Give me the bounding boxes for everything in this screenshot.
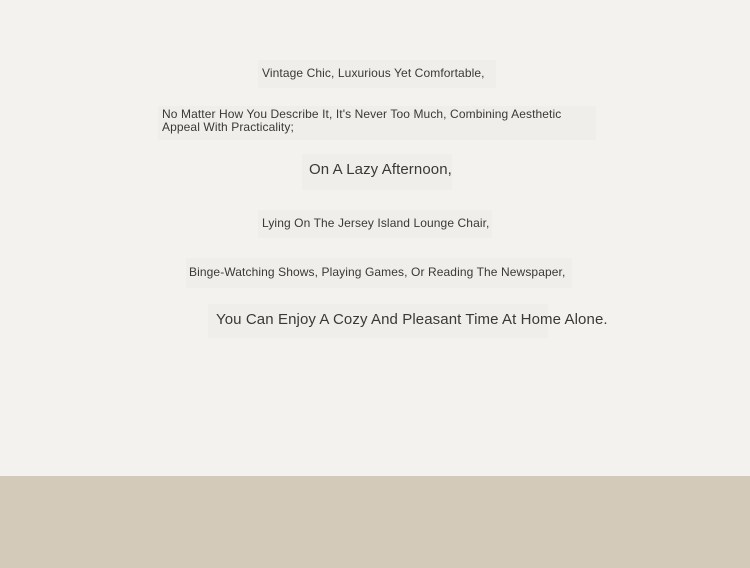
story-line-2: No Matter How You Describe It, It's Never Too Much, Combining Aesthetic Appeal With Practicality; — [158, 106, 596, 140]
story-line-4: Lying On The Jersey Island Lounge Chair, — [258, 210, 492, 238]
footer-band — [0, 476, 750, 568]
story-line-1: Vintage Chic, Luxurious Yet Comfortable, — [258, 60, 496, 88]
story-line-5: Binge-Watching Shows, Playing Games, Or Reading The Newspaper, — [186, 258, 572, 288]
story-line-6-wrapper — [208, 304, 608, 338]
story-line-3: On A Lazy Afternoon, — [302, 154, 452, 190]
story-line-6: You Can Enjoy A Cozy And Pleasant Time At Home Alone. — [216, 311, 608, 328]
